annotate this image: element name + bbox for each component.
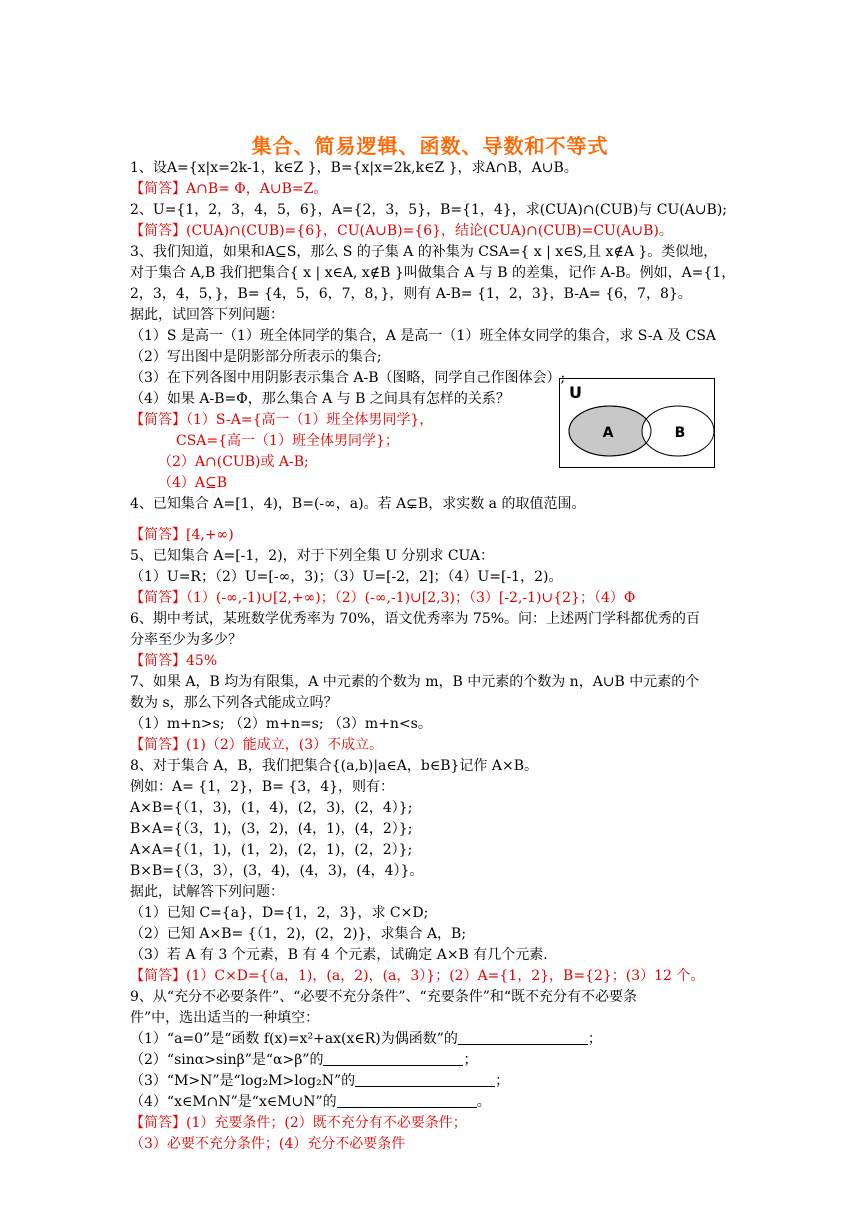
line-text: （1）S 是高一（1）班全体同学的集合，A 是高一（1）班全体女同学的集合，求 S-A 及 CSA [130, 328, 717, 344]
line-text: 分率至少为多少？ [130, 632, 242, 648]
question-line [130, 840, 412, 861]
question-line [130, 284, 692, 305]
question-line [130, 567, 562, 588]
venn-label-b: B [674, 425, 686, 441]
line-text: 对于集合 A,B 我们把集合{ x | x∈A, x∉B }叫做集合 A 与 B 的差集，记作 A-B。例如，A={1， [130, 265, 736, 281]
line-text: （3）必要不充分条件；(4）充分不必要条件 [130, 1136, 406, 1152]
line-text: B×B={（3，3），(3，4)，(4，3)，(4，4）}。 [130, 863, 424, 879]
line-tail: ； [587, 1031, 602, 1047]
line-text: （3）“M>N”是“log₂M>log₂N”的 [130, 1073, 356, 1089]
question-line [130, 987, 637, 1008]
line-text: 【简答】(1）C×D={（a，1)，(a，2)，(a，3）}；(2）A={1，2}，B={2}；(3）12 个。 [130, 968, 705, 984]
venn-diagram [559, 378, 715, 468]
question-line [130, 1092, 491, 1113]
line-text: （2）“sinα>sinβ”是“α>β”的 [130, 1052, 324, 1068]
question-line [130, 756, 538, 777]
answer-line [158, 452, 309, 473]
question-line [130, 777, 394, 798]
question-line [130, 630, 242, 651]
answer-line [130, 1134, 405, 1155]
answer-line [130, 966, 704, 987]
question-line [130, 546, 494, 567]
question-line [130, 305, 284, 326]
line-tail: 。 [476, 1094, 491, 1110]
line-text: （1）已知 C={a}，D={1，2，3}，求 C×D; [130, 905, 429, 921]
answer-blank[interactable] [355, 1072, 495, 1087]
line-text: 【简答】45% [130, 653, 218, 669]
question-line [130, 714, 432, 735]
question-line [130, 798, 412, 819]
line-tail: ； [495, 1073, 510, 1089]
line-text: （2）已知 A×B= {（1，2)，(2，2)}，求集合 A，B; [130, 926, 467, 942]
answer-line [130, 221, 673, 242]
answer-line [130, 525, 234, 546]
answer-line [130, 588, 635, 609]
answer-line [176, 431, 399, 452]
question-line [130, 368, 565, 389]
line-text: （3）在下列各图中用阴影表示集合 A-B（图略，同学自己作图体会）; [130, 370, 566, 386]
answer-line [130, 651, 217, 672]
line-text: CSA={高一（1）班全体男同学}； [176, 433, 399, 449]
venn-label-a: A [602, 425, 614, 441]
line-text: 6、期中考试，某班数学优秀率为 70%，语文优秀率为 75%。问：上述两门学科都优秀的百 [130, 611, 701, 627]
question-line [130, 1071, 509, 1092]
line-text: 8、对于集合 A，B，我们把集合{(a,b)|a∈A，b∈B}记作 A×B。 [130, 758, 538, 774]
question-line [130, 861, 423, 882]
line-text: （4）A⊆B [158, 475, 228, 491]
line-text: 4、已知集合 A=[1，4)，B=(-∞，a)。若 A⊊B，求实数 a 的取值范围。 [130, 496, 586, 512]
line-text: 【简答】[4,+∞) [130, 527, 234, 543]
line-text: 1、设A={x|x=2k-1，k∈Z }，B={x|x=2k,k∈Z }，求A∩B，A∪B。 [130, 160, 578, 176]
line-text: 【简答】（1）(-∞,-1)∪[2,+∞)；（2）(-∞,-1)∪[2,3)；（3）[-2,-1)∪{2}；（4）Φ [130, 590, 636, 606]
question-line [130, 903, 428, 924]
line-text: 【简答】A∩B= Φ，A∪B=Z。 [130, 181, 328, 197]
question-line [130, 609, 700, 630]
answer-blank[interactable] [337, 1093, 477, 1108]
question-line [130, 1008, 319, 1029]
line-text: （1）m+n>s; （2）m+n=s; （3）m+n<s。 [130, 716, 432, 732]
question-line [130, 945, 548, 966]
line-text: （2）写出图中是阴影部分所表示的集合; [130, 349, 382, 365]
answer-line [130, 735, 383, 756]
line-text: 【简答】(1）充要条件；(2）既不充分有不必要条件； [130, 1115, 467, 1131]
answer-blank[interactable] [323, 1051, 463, 1066]
question-line [130, 326, 716, 347]
question-line [130, 924, 466, 945]
line-text: 【简答】(1)（2）能成立，(3）不成立。 [130, 737, 384, 753]
answer-line [130, 179, 327, 200]
line-text: （2）A∩(CUB)或 A-B; [158, 454, 309, 470]
question-line [130, 693, 338, 714]
line-text: 2、U={1，2，3，4，5，6}，A={2，3，5}，B={1，4}，求(CUA)∩(CUB)与 CU(A∪B); [130, 202, 728, 218]
answer-line [130, 410, 433, 431]
question-line [130, 672, 699, 693]
question-line [130, 242, 717, 263]
venn-universe-label: U [569, 383, 582, 402]
line-text: B×A={（3，1)，(3，2)，(4，1)，(4，2）}; [130, 821, 413, 837]
line-text: A×A={（1，1)，(1，2)，(2，1)，(2，2）}; [130, 842, 413, 858]
line-text: （4）“x∈M∩N”是“x∈M∪N”的 [130, 1094, 337, 1110]
question-line [130, 1050, 477, 1071]
line-text: 数为 s，那么下列各式能成立吗？ [130, 695, 338, 711]
line-text: （3）若 A 有 3 个元素，B 有 4 个元素，试确定 A×B 有几个元素. [130, 947, 548, 963]
question-line [130, 158, 578, 179]
line-text: （1）“a=0”是“函数 f(x)=x²+ax(x∈R)为偶函数”的 [130, 1031, 458, 1047]
question-line [130, 819, 412, 840]
answer-blank[interactable] [458, 1030, 588, 1045]
line-text: 例如：A= {1，2}，B= {3，4}，则有： [130, 779, 395, 795]
line-text: 7、如果 A，B 均为有限集，A 中元素的个数为 m，B 中元素的个数为 n，A∪B 中元素的个 [130, 674, 700, 690]
line-text: A×B={（1，3)，(1，4)，(2，3)，(2，4）}; [130, 800, 413, 816]
line-text: 据此，试回答下列问题： [130, 307, 284, 323]
line-text: 件”中，选出适当的一种填空： [130, 1010, 320, 1026]
line-text: 3、我们知道，如果和A⊆S，那么 S 的子集 A 的补集为 CSA={ x | x∈S,且 x∉A }。类似地， [130, 244, 718, 260]
question-line [130, 347, 382, 368]
line-text: 2，3，4，5，}，B= {4，5，6，7，8，}，则有 A-B= {1，2，3}，B-A= {6，7，8}。 [130, 286, 692, 302]
line-text: 据此，试解答下列问题： [130, 884, 284, 900]
question-line [130, 200, 727, 221]
venn-svg [560, 379, 714, 467]
line-text: 9、从“充分不必要条件”、“必要不充分条件”、“充要条件”和“既不充分有不必要条 [130, 989, 638, 1005]
answer-line [158, 473, 227, 494]
question-line [130, 389, 510, 410]
document-title: 集合、简易逻辑、函数、导数和不等式 [251, 134, 609, 158]
answer-line [130, 1113, 467, 1134]
question-line [130, 494, 585, 515]
line-tail: ； [463, 1052, 478, 1068]
line-text: 5、已知集合 A=[-1，2)，对于下列全集 U 分别求 CUA： [130, 548, 495, 564]
line-text: （4）如果 A-B=Φ，那么集合 A 与 B 之间具有怎样的关系？ [130, 391, 510, 407]
question-line [130, 882, 284, 903]
line-text: 【简答】(CUA)∩(CUB)={6}，CU(A∪B)={6}，结论(CUA)∩(CUB)=CU(A∪B)。 [130, 223, 673, 239]
question-line [130, 263, 735, 284]
line-text: 【简答】（1）S-A={高一（1）班全体男同学}， [130, 412, 434, 428]
line-text: （1）U=R；（2）U=[-∞，3)；（3）U=[-2，2]；（4）U=[-1，2)。 [130, 569, 563, 585]
question-line [130, 1029, 602, 1050]
